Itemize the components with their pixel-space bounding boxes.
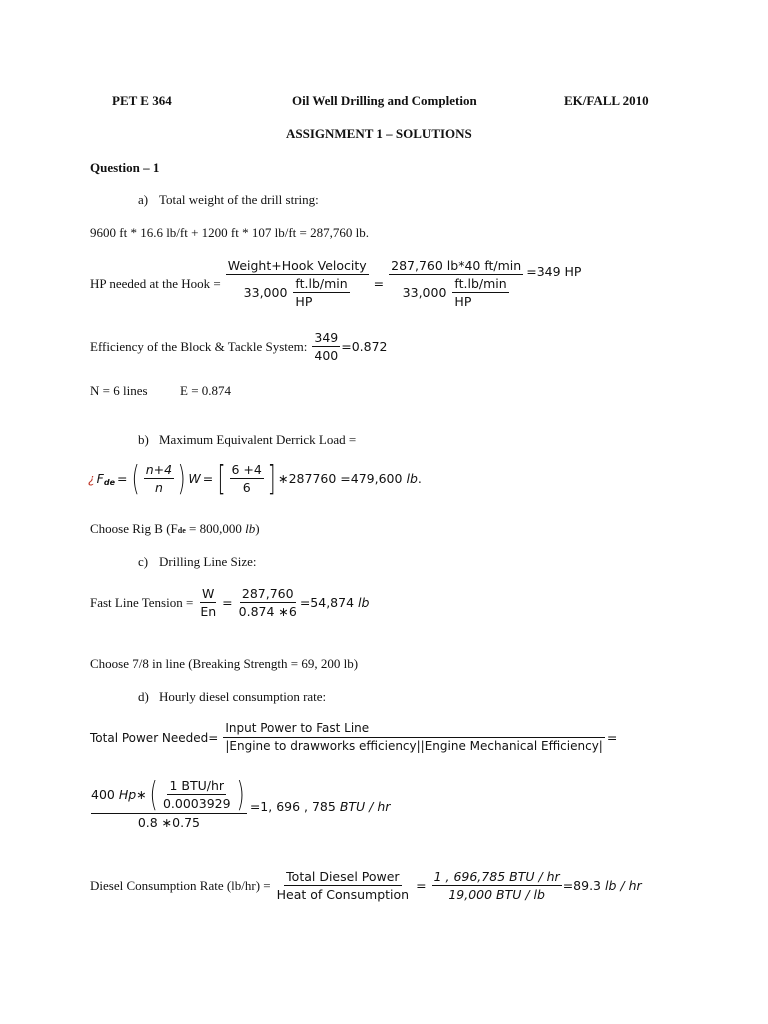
diesel-rate-equation: [90, 869, 642, 902]
power-inner-fraction: [161, 778, 233, 811]
fast-line-fraction-1: [198, 586, 218, 619]
hp-fraction-1: [226, 258, 369, 309]
power-400: 400: [91, 787, 115, 802]
bracket-open: [: [217, 458, 226, 499]
hp-numerator-2: 287,760 lb*40 ft/min: [391, 258, 522, 273]
diesel-rate-unit: lb / hr: [605, 878, 642, 893]
hp-den2-unit-den: HP: [454, 294, 472, 309]
power-paren-open: (: [149, 774, 158, 815]
hp-den2-unit-num: ft.lb/min: [454, 276, 507, 291]
power-inner-num: 1 BTU/hr: [169, 778, 225, 793]
diesel-rate-num2: 1 , 696,785 BTU / hr: [433, 869, 560, 884]
hp-denominator-2: [401, 275, 512, 309]
fast-line-unit: lb: [358, 595, 370, 610]
power-calc-equation: [90, 774, 391, 830]
bracket-close: ]: [267, 458, 276, 499]
choose-line: Choose 7/8 in line (Breaking Strength = 69, 200 lb): [90, 656, 359, 671]
power-calc-den: 0.8 ∗0.75: [137, 815, 200, 830]
efficiency-den: 400: [314, 348, 339, 363]
fast-line-num1: W: [202, 586, 215, 601]
question-heading: Question – 1: [90, 160, 160, 175]
term: EK/FALL 2010: [564, 93, 649, 108]
efficiency-fraction: [312, 330, 340, 363]
power-star: ∗: [136, 787, 147, 802]
part-b-label: b): [138, 432, 149, 447]
derrick-frac2-num: 6 +4: [231, 462, 262, 477]
part-a-text: Total weight of the drill string:: [159, 192, 319, 207]
derrick-unit: lb: [406, 471, 418, 486]
power-inner-den: 0.0003929: [162, 796, 231, 811]
efficiency-label: Efficiency of the Block & Tackle System:: [90, 338, 308, 354]
course-code: PET E 364: [112, 93, 172, 108]
hp-den2-value: 33,000: [402, 285, 447, 300]
assignment-title: ASSIGNMENT 1 – SOLUTIONS: [286, 126, 472, 141]
total-power-equation: [90, 721, 617, 754]
f-symbol: F: [96, 471, 104, 486]
diesel-rate-result: =89.3: [562, 878, 602, 893]
part-b-text: Maximum Equivalent Derrick Load =: [159, 432, 357, 447]
hp-label: HP needed at the Hook =: [90, 275, 221, 291]
n-lines: N = 6 lines: [90, 383, 148, 398]
hp-den1-unit-den: HP: [295, 294, 313, 309]
total-power-num: Input Power to Fast Line: [225, 721, 370, 735]
choose-rig-unit: lb: [245, 521, 256, 536]
derrick-equals-1: =: [117, 471, 128, 486]
efficiency-equation: [90, 330, 388, 363]
efficiency-num: 349: [314, 330, 339, 345]
paren-open: (: [132, 458, 141, 499]
total-power-den: |Engine to drawworks efficiency||Engine Mechanical Efficiency|: [225, 739, 603, 753]
f-subscript: de: [103, 478, 115, 487]
total-power-equals: =: [606, 730, 618, 745]
derrick-frac1-den: n: [154, 480, 163, 495]
part-a-label: a): [138, 192, 149, 207]
power-calc-fraction: [91, 774, 247, 830]
hp-numerator-1: Weight+Hook Velocity: [227, 258, 367, 273]
drill-string-calc: 9600 ft * 16.6 lb/ft + 1200 ft * 107 lb/ft = 287,760 lb.: [90, 225, 369, 240]
hp-den1-unit-num: ft.lb/min: [295, 276, 348, 291]
efficiency-result: =0.872: [341, 339, 388, 354]
power-paren-close: ): [236, 774, 245, 815]
total-power-fraction: [223, 721, 604, 754]
choose-rig-end: ): [255, 521, 260, 536]
diesel-rate-fraction-1: [275, 869, 411, 902]
fast-line-fraction-2: [237, 586, 299, 619]
hp-denominator-1: [242, 275, 353, 309]
power-unit: BTU / hr: [339, 798, 391, 814]
fast-line-equation: [90, 586, 369, 619]
hp-den1-value: 33,000: [243, 285, 288, 300]
derrick-fraction-1: [144, 462, 174, 495]
fast-line-result: =54,874: [299, 595, 355, 610]
diesel-rate-equals: =: [416, 878, 427, 893]
fast-line-label: Fast Line Tension =: [90, 594, 194, 610]
derrick-frac2-den: 6: [242, 480, 251, 495]
diesel-rate-fraction-2: [432, 869, 562, 902]
course-title: Oil Well Drilling and Completion: [292, 93, 477, 108]
fast-line-den2: 0.874 ∗6: [238, 604, 297, 619]
fast-line-equals: =: [222, 595, 233, 610]
diesel-rate-den2: 19,000 BTU / lb: [448, 887, 545, 902]
power-calc-num: [91, 774, 247, 815]
choose-rig-pre: Choose Rig B (F: [90, 521, 178, 536]
power-hp: Hp: [118, 787, 137, 802]
diesel-rate-label: Diesel Consumption Rate (lb/hr) =: [90, 877, 271, 893]
total-power-label: Total Power Needed=: [90, 730, 219, 745]
derrick-period: .: [417, 471, 422, 486]
part-c-text: Drilling Line Size:: [159, 554, 257, 569]
fast-line-num2: 287,760: [241, 586, 294, 601]
hp-equals: =: [373, 276, 385, 291]
derrick-load-equation: [88, 458, 422, 499]
hp-equation: [90, 258, 581, 309]
w-symbol: W: [188, 471, 201, 486]
hp-result: =349 HP: [526, 264, 582, 279]
paren-close: ): [177, 458, 186, 499]
e-value: E = 0.874: [180, 383, 232, 398]
broken-glyph: ¿: [88, 471, 95, 486]
part-d-text: Hourly diesel consumption rate:: [159, 689, 327, 704]
derrick-frac1-num: n+4: [145, 462, 173, 477]
derrick-result: ∗287760 =479,600: [278, 471, 403, 486]
fast-line-den1: En: [200, 604, 217, 619]
hp-fraction-2: [389, 258, 523, 309]
power-result: =1, 696 , 785: [249, 798, 336, 814]
hp-den2-units: [452, 276, 508, 309]
hp-den1-units: [293, 276, 349, 309]
derrick-equals-2: =: [202, 471, 214, 486]
choose-rig-mid: = 800,000: [185, 521, 246, 536]
derrick-fraction-2: [230, 462, 264, 495]
choose-rig: [90, 521, 260, 537]
diesel-rate-den1: Heat of Consumption: [276, 887, 410, 902]
diesel-rate-num1: Total Diesel Power: [286, 869, 400, 884]
part-c-label: c): [138, 554, 149, 569]
choose-rig-sub: de: [177, 526, 186, 535]
part-d-label: d): [138, 689, 149, 704]
